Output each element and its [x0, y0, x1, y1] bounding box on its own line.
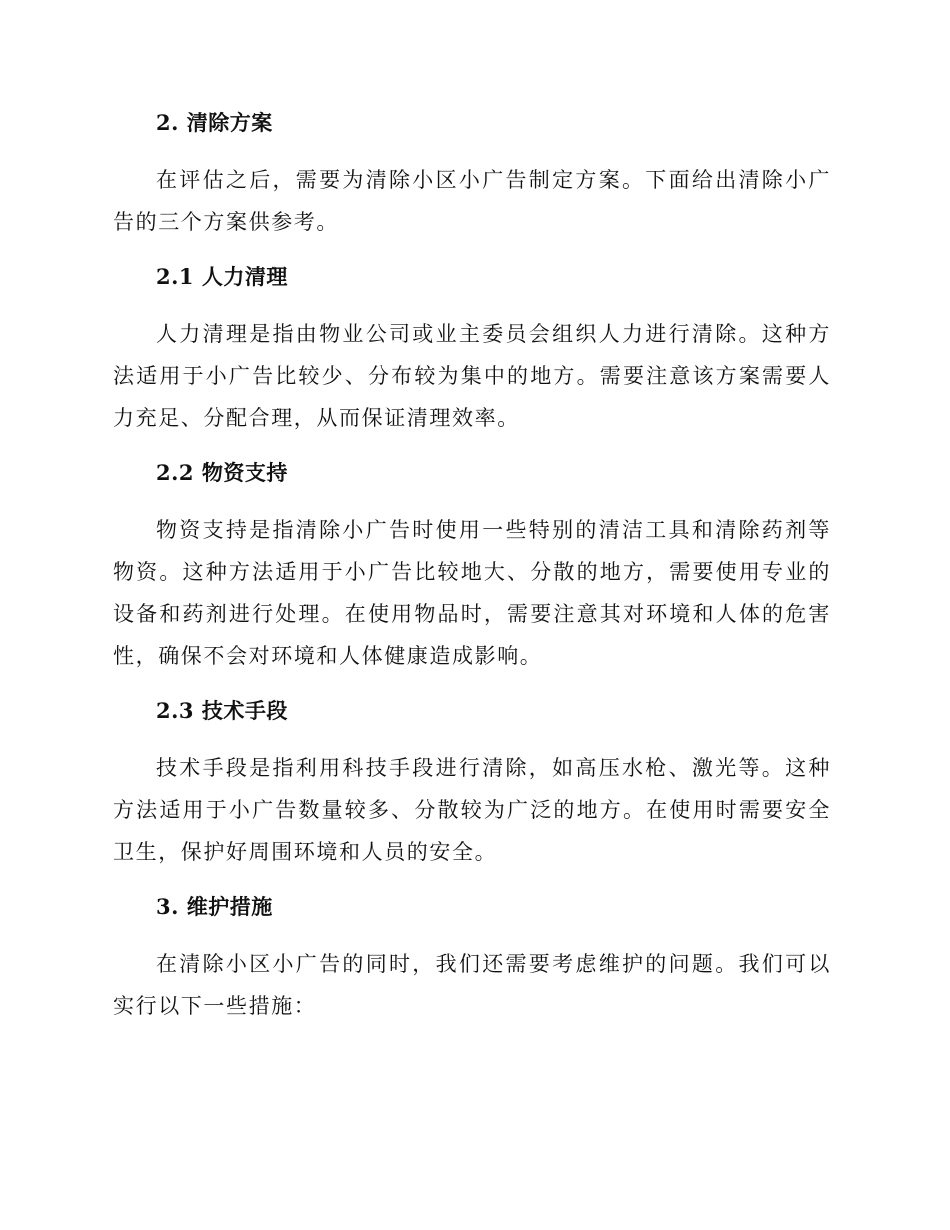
spacer: [113, 490, 831, 509]
spacer: [113, 677, 831, 694]
section-heading-material-support: 2.2 物资支持: [156, 460, 288, 485]
section-paragraph-manual-cleaning: 人力清理是指由物业公司或业主委员会组织人力进行清除。这种方法适用于小广告比较少、分布较为集中的地方。需要注意该方案需要人力充足、分配合理，从而保证清理效率。: [113, 322, 831, 430]
section-paragraph-maintenance-measures: 在清除小区小广告的同时，我们还需要考虑维护的问题。我们可以实行以下一些措施：: [113, 952, 831, 1018]
section-heading-clearing-plan: 2. 清除方案: [156, 110, 273, 135]
spacer: [113, 873, 831, 890]
spacer: [113, 243, 831, 260]
section-paragraph-clearing-plan: 在评估之后，需要为清除小区小广告制定方案。下面给出清除小广告的三个方案供参考。: [113, 168, 831, 234]
section-paragraph-material-support: 物资支持是指清除小广告时使用一些特别的清洁工具和清除药剂等物资。这种方法适用于小广告比较地大、分散的地方，需要使用专业的设备和药剂进行处理。在使用物品时，需要注意其对环境和人体的危害性，确保不会对环境和人体健康造成影响。: [113, 518, 831, 668]
section-paragraph-technical-means: 技术手段是指利用科技手段进行清除，如高压水枪、激光等。这种方法适用于小广告数量较多、分散较为广泛的地方。在使用时需要安全卫生，保护好周围环境和人员的安全。: [113, 756, 831, 864]
spacer: [113, 728, 831, 747]
spacer: [113, 924, 831, 943]
spacer: [113, 140, 831, 159]
section-heading-maintenance-measures: 3. 维护措施: [156, 894, 273, 919]
section-heading-manual-cleaning: 2.1 人力清理: [156, 264, 288, 289]
spacer: [113, 294, 831, 313]
document-page: [113, 106, 831, 1027]
spacer: [113, 439, 831, 456]
section-heading-technical-means: 2.3 技术手段: [156, 698, 288, 723]
